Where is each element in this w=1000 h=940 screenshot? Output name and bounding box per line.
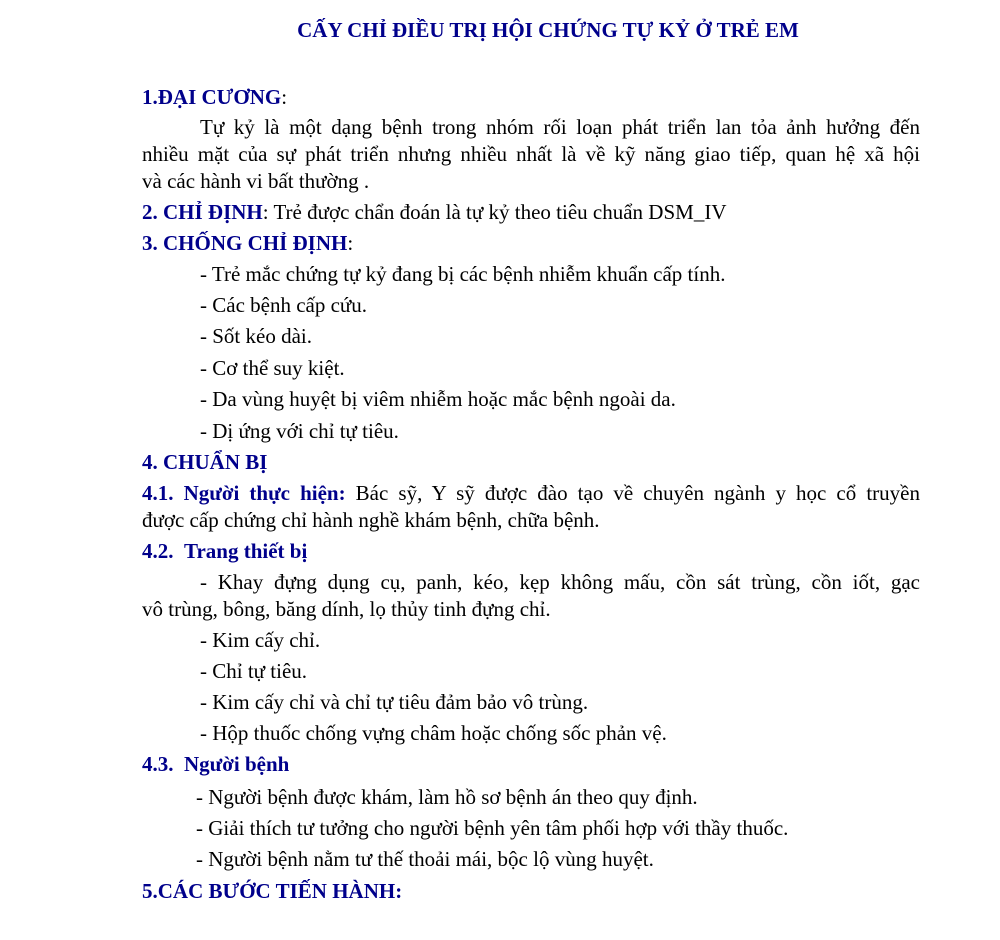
section-1-paragraph-line-3: và các hành vi bất thường . (142, 169, 370, 193)
patient-item: - Giải thích tư tưởng cho người bệnh yên tâm phối hợp với thầy thuốc. (196, 816, 789, 840)
section-4-1-text: Bác sỹ, Y sỹ được đào tạo về chuyên ngành y học cổ truyền (345, 481, 920, 505)
section-3-colon: : (347, 231, 354, 255)
equipment-item: - Chỉ tự tiêu. (200, 659, 308, 683)
equipment-paragraph-line-1: - Khay đựng dụng cụ, panh, kéo, kẹp không mấu, cồn sát trùng, cồn iốt, gạc (200, 570, 920, 594)
section-4-3-number: 4.3. (142, 752, 174, 776)
equipment-item: - Kim cấy chỉ và chỉ tự tiêu đảm bảo vô trùng. (200, 690, 589, 714)
section-4-2-heading-line (142, 538, 307, 564)
document-title: CẤY CHỈ ĐIỀU TRỊ HỘI CHỨNG TỰ KỶ Ở TRẺ EM (297, 18, 799, 42)
section-1-paragraph-line-2: nhiều mặt của sự phát triển nhưng nhiều nhất là về kỹ năng giao tiếp, quan hệ xã hội (142, 142, 920, 166)
section-4-2-number: 4.2. (142, 539, 174, 563)
section-3-heading-line (142, 230, 353, 256)
section-1-heading: 1.ĐẠI CƯƠNG (142, 85, 282, 109)
contraindication-item: - Trẻ mắc chứng tự kỷ đang bị các bệnh nhiễm khuẩn cấp tính. (200, 262, 726, 286)
equipment-item: - Hộp thuốc chống vựng châm hoặc chống sốc phản vệ. (200, 721, 667, 745)
section-2-heading: 2. CHỈ ĐỊNH (142, 200, 263, 224)
section-4-heading: 4. CHUẨN BỊ (142, 450, 268, 474)
section-4-1-line-2: được cấp chứng chỉ hành nghề khám bệnh, chữa bệnh. (142, 508, 600, 532)
section-1-colon: : (281, 85, 288, 109)
section-2-line (142, 199, 726, 225)
section-1-paragraph-line-1: Tự kỷ là một dạng bệnh trong nhóm rối loạn phát triển lan tỏa ảnh hưởng đến (200, 115, 920, 139)
section-3-heading: 3. CHỐNG CHỈ ĐỊNH (142, 231, 348, 255)
contraindication-item: - Cơ thể suy kiệt. (200, 356, 345, 380)
contraindication-item: - Dị ứng với chỉ tự tiêu. (200, 419, 399, 443)
section-4-2-heading: Trang thiết bị (184, 539, 308, 563)
section-1-heading-line (142, 84, 287, 110)
contraindication-item: - Sốt kéo dài. (200, 324, 312, 348)
contraindication-item: - Các bệnh cấp cứu. (200, 293, 368, 317)
equipment-paragraph-line-2: vô trùng, bông, băng dính, lọ thủy tinh đựng chỉ. (142, 597, 551, 621)
contraindication-item: - Da vùng huyệt bị viêm nhiễm hoặc mắc bệnh ngoài da. (200, 387, 676, 411)
section-4-3-heading: Người bệnh (184, 752, 290, 776)
patient-item: - Người bệnh nằm tư thế thoải mái, bộc lộ vùng huyệt. (196, 847, 654, 871)
section-2-text: : Trẻ được chẩn đoán là tự kỷ theo tiêu chuẩn DSM_IV (262, 200, 727, 224)
patient-item: - Người bệnh được khám, làm hồ sơ bệnh án theo quy định. (196, 785, 698, 809)
section-4-1-line-1 (142, 480, 920, 506)
equipment-item: - Kim cấy chỉ. (200, 628, 321, 652)
section-4-3-heading-line (142, 751, 289, 777)
section-5-heading: 5.CÁC BƯỚC TIẾN HÀNH: (142, 879, 403, 903)
section-4-1-heading: 4.1. Người thực hiện: (142, 481, 346, 505)
